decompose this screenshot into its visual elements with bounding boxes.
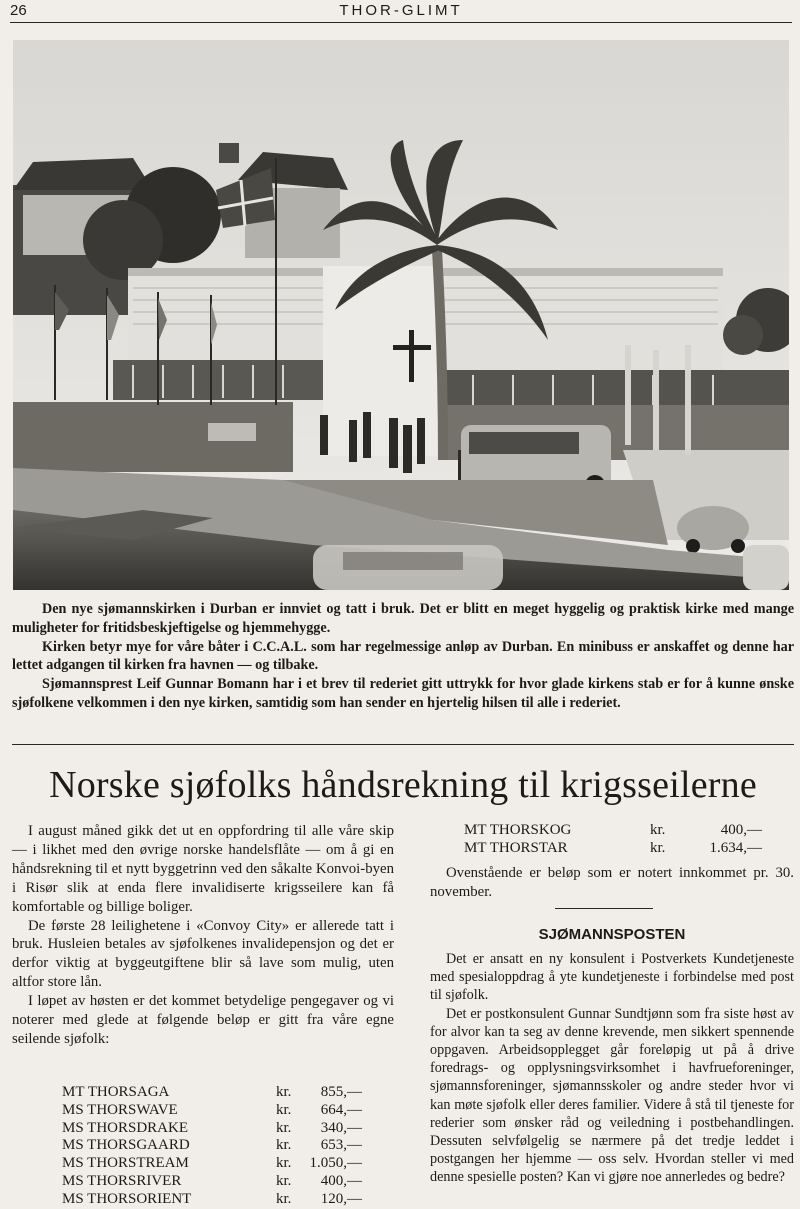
amount: 1.634,— — [709, 839, 762, 856]
amount: 340,— — [320, 1119, 362, 1136]
page-header — [10, 2, 792, 22]
header-rule — [10, 22, 792, 23]
amount: 855,— — [320, 1084, 362, 1100]
ship-name: MT THORSKOG — [464, 822, 572, 838]
church-photo — [13, 40, 789, 590]
currency: kr. — [276, 1137, 292, 1154]
ship-name: MT THORSTAR — [464, 839, 568, 856]
currency: kr. — [276, 1119, 292, 1136]
note-paragraph: Ovenstående er beløp som er notert innkommet pr. 30. november. — [430, 865, 794, 900]
contribution-row — [62, 1084, 382, 1102]
sjomannsposten-heading: SJØMANNSPOSTEN — [538, 926, 686, 943]
amount: 120,— — [320, 1190, 362, 1207]
currency: kr. — [276, 1155, 292, 1172]
currency: kr. — [276, 1084, 292, 1100]
sjomannsposten-body — [430, 950, 794, 1187]
currency: kr. — [650, 839, 666, 856]
amount: 400,— — [720, 822, 762, 838]
currency: kr. — [276, 1172, 292, 1189]
ship-name: MS THORSGAARD — [62, 1137, 190, 1154]
sjomannsposten-paragraph: Det er postkonsulent Gunnar Sundtjønn som fra siste høst av for alvor kan ta seg av denne krevende, men sikkert spennende oppgaven. Arbeidsopplegget går foreløpig ut på å drive foredrags- og opplysningsvirksomhet i havfrueforeninger, sjømannsforeninger, sjømannsskoler og andre steder hvor vi kan møte sjøfolk eller deres familier. Videre å stå til tjeneste for rederier som ønsker råd og veiledning i postbehandlingen. Dessuten selvfølgelig se nærmere på det tredje leddet i postgangen her hjemme — oss selv. Hvordan steller vi med denne spesielle posten? Kan vi gjøre noe annerledes og bedre? — [430, 1005, 794, 1186]
short-divider — [555, 908, 653, 909]
amount: 1.050,— — [309, 1155, 362, 1172]
article-paragraph: I løpet av høsten er det kommet betydelige pengegaver og vi noterer med glede at følgende beløp er gitt fra våre egne seilende sjøfolk: — [12, 993, 394, 1047]
ship-name: MS THORSTREAM — [62, 1155, 189, 1172]
contribution-row — [62, 1102, 382, 1120]
contribution-row — [62, 1173, 382, 1191]
article-paragraph: De første 28 leilighetene i «Convoy City» er allerede tatt i bruk. Husleien betales av sjøfolkenes invalidepensjon og det er derfor viktig at byggeutgiftene blir så lave som mulig, uten altfor store lån. — [12, 917, 394, 991]
caption-paragraph: Sjømannsprest Leif Gunnar Bomann har i et brev til rederiet gitt uttrykk for hvor glade kirkens stab er for å kunne ønske sjøfolkene velkommen i den nye kirken, samtidig som han sender en hjertelig hilsen til alle i rederiet. — [12, 676, 794, 711]
photo-caption — [12, 600, 794, 713]
amount: 653,— — [320, 1137, 362, 1154]
contribution-row — [62, 1137, 382, 1155]
ship-name: MS THORSDRAKE — [62, 1119, 188, 1136]
ship-name: MS THORSWAVE — [62, 1101, 178, 1118]
contributions-list-right — [464, 822, 784, 858]
page-number: 26 — [10, 2, 27, 19]
amount: 664,— — [320, 1101, 362, 1118]
contribution-row — [62, 1191, 382, 1209]
sjomannsposten-paragraph: Det er ansatt en ny konsulent i Postverkets Kundetjeneste med spesialoppdrag å yte kundetjeneste i forbindelse med post til sjøfolk. — [430, 951, 794, 1004]
article-headline: Norske sjøfolks håndsrekning til krigsseilerne — [49, 764, 757, 806]
contributions-note — [430, 864, 794, 901]
currency: kr. — [276, 1190, 292, 1207]
contribution-row — [62, 1120, 382, 1138]
currency: kr. — [650, 822, 666, 838]
church-photo-illustration — [13, 40, 789, 590]
amount: 400,— — [320, 1172, 362, 1189]
ship-name: MS THORSORIENT — [62, 1190, 192, 1207]
caption-paragraph: Den nye sjømannskirken i Durban er innviet og tatt i bruk. Det er blitt en meget hyggelig og praktisk kirke med mange muligheter for fritidsbeskjeftigelse og hjemmehygge. — [12, 601, 794, 636]
ship-name: MT THORSAGA — [62, 1084, 170, 1100]
contributions-list-left — [62, 1084, 382, 1209]
article-body — [12, 822, 394, 1049]
caption-paragraph: Kirken betyr mye for våre båter i C.C.A.L. som har regelmessige anløp av Durban. En minibuss er anskaffet og denne har lettet adgangen til kirken fra havnen — og tilbake. — [12, 638, 794, 674]
contribution-row — [464, 822, 784, 840]
ship-name: MS THORSRIVER — [62, 1172, 182, 1189]
contribution-row — [62, 1155, 382, 1173]
section-rule — [12, 744, 794, 745]
contribution-row — [464, 840, 784, 858]
running-title: THOR-GLIMT — [339, 2, 463, 19]
currency: kr. — [276, 1101, 292, 1118]
article-paragraph: I august måned gikk det ut en oppfordring til alle våre skip — i likhet med den øvrige norske handelsflåte — om å gi en håndsrekning til et nytt byggetrinn ved den såkalte Konvoi-byen i Risør slik at enda flere invalidiserte krigsseilere kan få komfortable og billige boliger. — [12, 823, 394, 915]
